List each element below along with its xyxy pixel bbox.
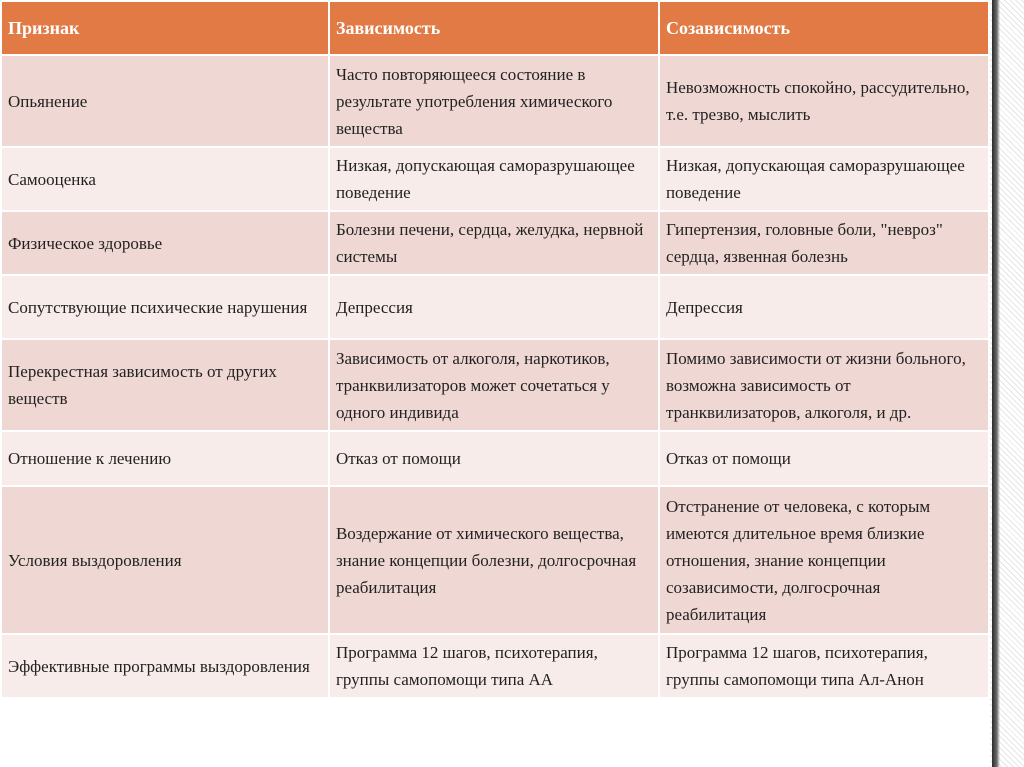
codependence-cell: Невозможность спокойно, рассудительно, т.е. трезво, мыслить xyxy=(660,56,990,148)
feature-cell: Опьянение xyxy=(2,56,330,148)
header-codependence: Созависимость xyxy=(660,2,990,56)
feature-cell: Перекрестная зависимость от других веществ xyxy=(2,340,330,432)
table-row xyxy=(2,487,990,635)
table-row xyxy=(2,276,990,340)
codependence-cell: Программа 12 шагов, психотерапия, группы самопомощи типа Ал-Анон xyxy=(660,635,990,699)
feature-cell: Самооценка xyxy=(2,148,330,212)
codependence-cell: Гипертензия, головные боли, "невроз" сердца, язвенная болезнь xyxy=(660,212,990,276)
dependence-cell: Низкая, допускающая саморазрушающее поведение xyxy=(330,148,660,212)
header-feature: Признак xyxy=(2,2,330,56)
dependence-cell: Зависимость от алкоголя, наркотиков, транквилизаторов может сочетаться у одного индивида xyxy=(330,340,660,432)
dependence-cell: Отказ от помощи xyxy=(330,432,660,487)
table-row xyxy=(2,635,990,699)
feature-cell: Физическое здоровье xyxy=(2,212,330,276)
dependence-cell: Программа 12 шагов, психотерапия, группы самопомощи типа АА xyxy=(330,635,660,699)
dependence-cell: Часто повторяющееся состояние в результате употребления химического вещества xyxy=(330,56,660,148)
table-row xyxy=(2,148,990,212)
table-row xyxy=(2,432,990,487)
table-row xyxy=(2,340,990,432)
feature-cell: Отношение к лечению xyxy=(2,432,330,487)
table-row xyxy=(2,56,990,148)
feature-cell: Условия выздоровления xyxy=(2,487,330,635)
codependence-cell: Отстранение от человека, с которым имеются длительное время близкие отношения, знание концепции созависимости, долгосрочная реабилитация xyxy=(660,487,990,635)
header-dependence: Зависимость xyxy=(330,2,660,56)
dependence-cell: Болезни печени, сердца, желудка, нервной системы xyxy=(330,212,660,276)
page-edge-shadow xyxy=(992,0,1000,767)
comparison-table xyxy=(2,2,990,699)
codependence-cell: Низкая, допускающая саморазрушающее поведение xyxy=(660,148,990,212)
table-header-row xyxy=(2,2,990,56)
feature-cell: Сопутствующие психические нарушения xyxy=(2,276,330,340)
codependence-cell: Отказ от помощи xyxy=(660,432,990,487)
codependence-cell: Депрессия xyxy=(660,276,990,340)
feature-cell: Эффективные программы выздоровления xyxy=(2,635,330,699)
codependence-cell: Помимо зависимости от жизни больного, возможна зависимость от транквилизаторов, алкоголя, и др. xyxy=(660,340,990,432)
dependence-cell: Депрессия xyxy=(330,276,660,340)
table-row xyxy=(2,212,990,276)
dependence-cell: Воздержание от химического вещества, знание концепции болезни, долгосрочная реабилитация xyxy=(330,487,660,635)
